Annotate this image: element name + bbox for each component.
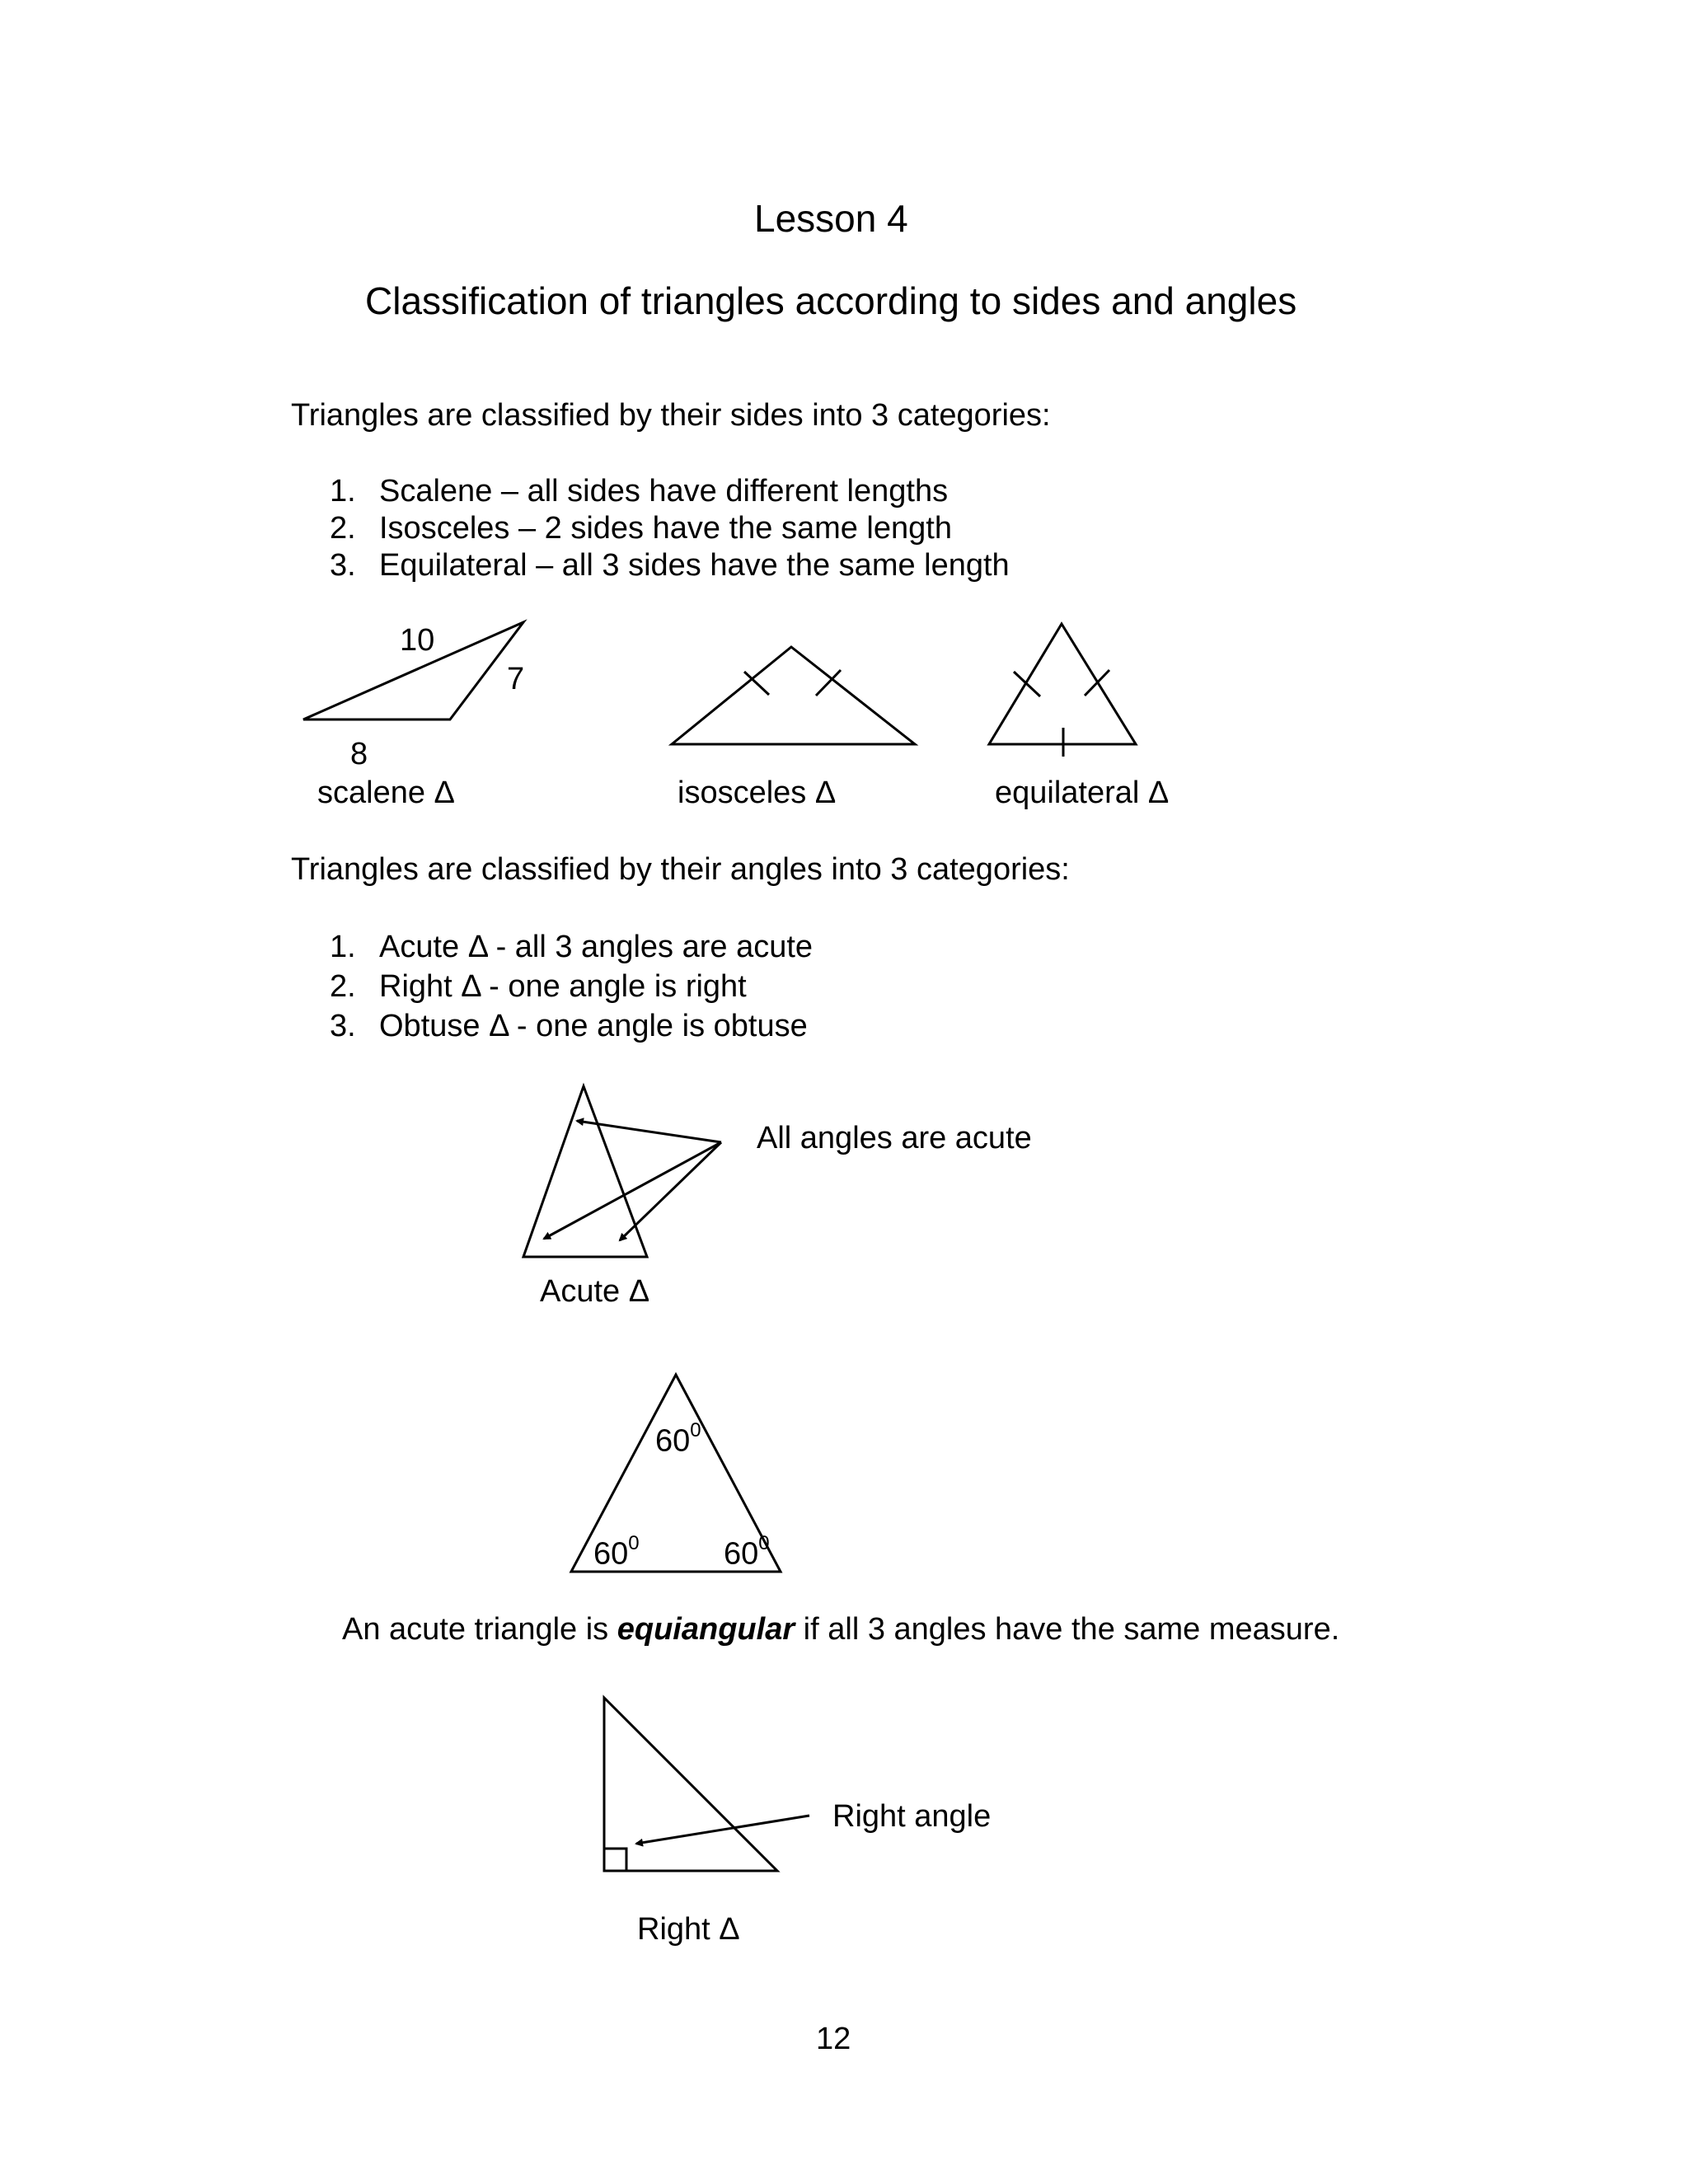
isosceles-triangle (672, 647, 915, 744)
degree-mark: 0 (758, 1532, 770, 1554)
acute-caption: Acute Δ (540, 1274, 650, 1309)
scalene-side-label: 8 (350, 737, 368, 771)
list-item: Equilateral – all 3 sides have the same length (379, 548, 1010, 583)
list-item-number: 2. (330, 969, 356, 1004)
equilateral-caption: equilateral Δ (995, 776, 1170, 810)
angle-value: 60 (593, 1536, 629, 1572)
sides-intro: Triangles are classified by their sides into 3 categories: (291, 398, 1051, 433)
acute-triangle (523, 1086, 721, 1257)
list-item-number: 3. (330, 548, 356, 583)
isosceles-caption: isosceles Δ (678, 776, 837, 810)
acute-annotation: All angles are acute (757, 1121, 1032, 1155)
note-text: An acute triangle is (342, 1612, 617, 1647)
right-annotation: Right angle (832, 1799, 992, 1834)
note-text: if all 3 angles have the same measure. (795, 1612, 1340, 1647)
right-triangle (604, 1698, 809, 1871)
angle-label-right (724, 1532, 770, 1572)
degree-mark: 0 (690, 1419, 701, 1441)
list-item-number: 1. (330, 474, 356, 509)
list-item-number: 2. (330, 511, 356, 546)
list-item: Scalene – all sides have different lengths (379, 474, 949, 509)
angle-value: 60 (724, 1536, 759, 1572)
note-emphasis: equiangular (617, 1612, 795, 1647)
right-caption: Right Δ (637, 1912, 740, 1947)
right-angle-arrow (636, 1816, 809, 1844)
lesson-subheading: Classification of triangles according to sides and angles (365, 279, 1297, 322)
scalene-side-label: 10 (400, 623, 435, 658)
angle-label-left (593, 1532, 640, 1572)
equiangular-note (342, 1614, 1339, 1645)
degree-mark: 0 (628, 1532, 640, 1554)
list-item: Right Δ - one angle is right (379, 969, 747, 1004)
scalene-side-label: 7 (507, 662, 525, 696)
list-item: Isosceles – 2 sides have the same length (379, 511, 952, 546)
angle-value: 60 (655, 1423, 691, 1459)
list-item: Acute Δ - all 3 angles are acute (379, 930, 814, 964)
scalene-caption: scalene Δ (317, 776, 455, 810)
list-item-number: 1. (330, 930, 356, 964)
acute-arrow (620, 1142, 721, 1240)
list-item-number: 3. (330, 1009, 356, 1043)
angles-intro: Triangles are classified by their angles into 3 categories: (291, 852, 1070, 887)
acute-arrow (544, 1142, 721, 1239)
equilateral-triangle (989, 624, 1136, 757)
acute-arrow (577, 1121, 721, 1142)
list-item: Obtuse Δ - one angle is obtuse (379, 1009, 808, 1043)
angle-label-top (655, 1419, 701, 1459)
lesson-heading: Lesson 4 (754, 197, 908, 240)
page-number: 12 (816, 2022, 851, 2056)
right-angle-marker (604, 1849, 626, 1871)
